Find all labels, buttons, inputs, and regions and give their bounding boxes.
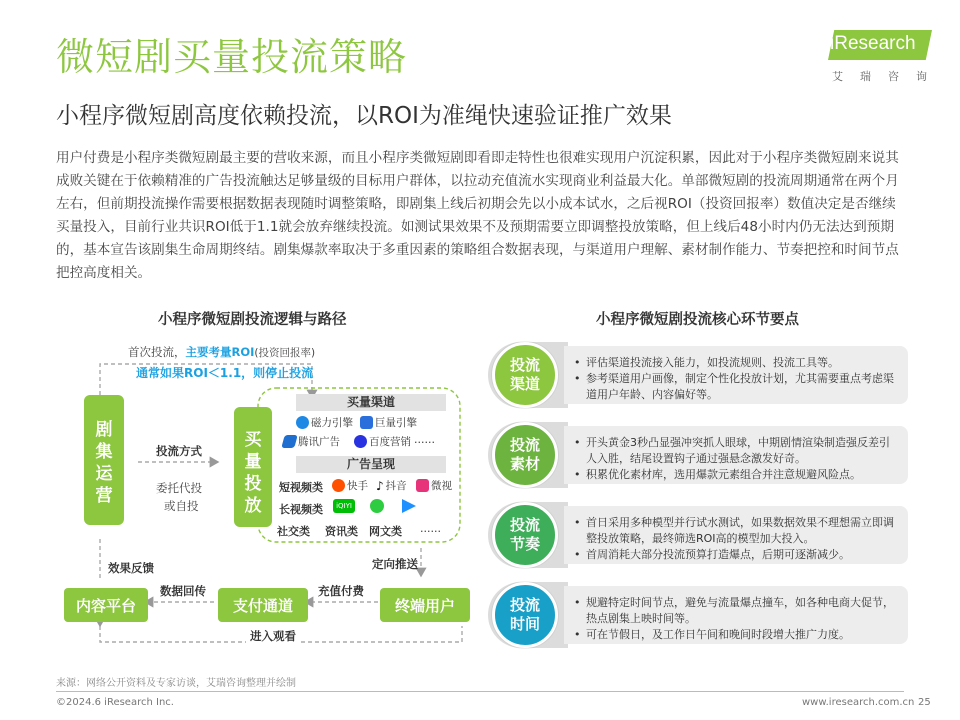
key-point-row <box>488 340 908 410</box>
method-self: 或自投 <box>164 499 199 513</box>
long-video-label: 长视频类 <box>279 503 323 516</box>
key-point-row <box>488 500 908 570</box>
key-point-circle: 投流 渠道 <box>492 342 558 408</box>
douyin-icon: ♪ <box>376 478 384 493</box>
end-user-box: 终端用户 <box>380 588 470 622</box>
key-point-pill <box>564 426 908 484</box>
recharge-pay-label: 充值付费 <box>318 584 364 598</box>
page-title: 微短剧买量投流策略 <box>56 35 408 79</box>
method-label: 投流方式 <box>156 444 202 458</box>
key-point-pill <box>564 346 908 404</box>
key-point-text: • 可在节假日，及工作日午间和晚间时段增大推广力度。 <box>574 627 896 643</box>
body-paragraph: 用户付费是小程序类微短剧最主要的营收来源，而且小程序类微短剧即看即走特性也很难实现用户沉淀积累，因此对于小程序类微短剧来说其成败关键在于依赖精准的广告投流触达足够量级的目标用户群体，以拉动充值流水实现商业利益最大化。单部微短剧的投流周期通常在两个月左右，但前期投流操作需要根据数据表现随时调整策略，即剧集上线后初期会先以小成本试水，之后视ROI（投资回报率）数值决定是否继续买量投入，目前行业共识ROI低于1.1就会放弃继续投流。如测试果效果不及预期需要立即调整投放策略，但上线后48小时内仍无法达到预期的，基本宣告该剧集生命周期终结。剧集爆款率取决于多重因素的策略组合数据表现，与渠道用户理解、素材制作能力、节奏把控和时间节点把控高度相关。 <box>56 150 899 281</box>
payment-channel-box: 支付通道 <box>218 588 308 622</box>
social-label: 社交类 <box>277 525 310 538</box>
app-douyin: ♪ 抖音 <box>376 478 407 493</box>
feedback-label: 效果反馈 <box>108 561 154 575</box>
right-section-title: 小程序微短剧投流核心环节要点 <box>596 312 799 328</box>
iqiyi-icon: iQIYI <box>333 499 355 513</box>
tencent-video-icon <box>370 499 384 513</box>
channel-more: …… <box>414 434 435 446</box>
roi-note <box>126 344 317 360</box>
key-point-pill <box>564 506 908 564</box>
drama-ops-box <box>84 395 124 525</box>
app-kuaishou: 快手 <box>332 478 368 493</box>
roi-note-c: (投资回报率) <box>254 347 316 359</box>
web-novel-label: 网文类 <box>369 525 402 538</box>
content-platform-box: 内容平台 <box>64 588 148 622</box>
key-point-text: • 开头黄金3秒凸显强冲突抓人眼球，中期剧情渲染制造强反差引人入胜，结尾设置钩子通过强悬念激发好奇。 <box>574 435 896 467</box>
baidu-icon <box>354 435 367 448</box>
juliang-icon <box>360 416 373 429</box>
buy-volume-box <box>234 407 272 527</box>
weishi-icon <box>416 479 429 492</box>
key-point-text: • 首日采用多种模型并行试水测试，如果数据效果不理想需立即调整投放策略，最终筛选ROI高的模型加大投入。 <box>574 515 896 547</box>
ad-header: 广告呈现 <box>296 456 446 473</box>
key-point-circle: 投流 素材 <box>492 422 558 488</box>
left-section-title: 小程序微短剧投流逻辑与路径 <box>158 312 347 328</box>
buy-volume-label: 买量投放 <box>244 430 262 516</box>
key-point-text: • 参考渠道用户画像，制定个性化投放计划，尤其需要重点考虑渠道用户年龄、内容偏好等。 <box>574 371 896 403</box>
logo-cn-text: 艾瑞咨询 <box>832 70 944 83</box>
channel-juliang: 巨量引擎 <box>360 415 417 430</box>
footer-url[interactable]: www.iresearch.com.cn <box>802 697 915 708</box>
key-point-text: • 规避特定时间节点，避免与流量爆点撞车，如各种电商大促节，热点剧集上映时间等。 <box>574 595 896 627</box>
method-entrust: 委托代投 <box>156 481 202 495</box>
drama-ops-label: 剧集运营 <box>95 420 113 506</box>
news-label: 资讯类 <box>325 525 358 538</box>
short-video-label: 短视频类 <box>279 481 323 494</box>
key-point-pill <box>564 586 908 644</box>
channel-cili: 磁力引擎 <box>296 415 353 430</box>
kuaishou-icon <box>332 479 345 492</box>
data-return-label: 数据回传 <box>160 584 206 598</box>
key-point-text: • 评估渠道投流接入能力，如投流规则、投流工具等。 <box>574 355 896 371</box>
tencent-ad-icon <box>281 435 297 448</box>
key-point-text: • 首周消耗大部分投流预算打造爆点，后期可逐渐减少。 <box>574 547 896 563</box>
roi-note-b: 主要考量ROI <box>185 345 255 359</box>
directed-push-label: 定向推送 <box>372 557 418 571</box>
roi-stop-note: 通常如果ROI＜1.1，则停止投流 <box>136 366 314 380</box>
app-weishi: 微视 <box>416 478 452 493</box>
key-points-list <box>488 340 908 660</box>
key-point-text: • 积累优化素材库，选用爆款元素组合并注意规避风险点。 <box>574 467 896 483</box>
key-point-circle: 投流 节奏 <box>492 502 558 568</box>
key-point-row <box>488 580 908 650</box>
enter-watch-label: 进入观看 <box>246 628 300 644</box>
key-point-circle: 投流 时间 <box>492 582 558 648</box>
footer-divider <box>56 691 904 692</box>
channel-baidu: 百度营销 <box>354 434 411 449</box>
roi-note-a: 首次投流， <box>128 345 186 359</box>
page-number: 25 <box>918 697 931 708</box>
ad-more: …… <box>420 523 441 535</box>
footer-copyright: ©2024.6 iResearch Inc. <box>56 697 174 708</box>
cili-icon <box>296 416 309 429</box>
page-subtitle: 小程序微短剧高度依赖投流，以ROI为准绳快速验证推广效果 <box>56 103 672 129</box>
footer-source: 来源：网络公开资料及专家访谈，艾瑞咨询整理并绘制 <box>56 678 296 689</box>
channel-tencent: 腾讯广告 <box>283 434 340 449</box>
logo-brand-text: iResearch <box>830 33 916 54</box>
key-point-row <box>488 420 908 490</box>
channels-header: 买量渠道 <box>296 394 446 411</box>
